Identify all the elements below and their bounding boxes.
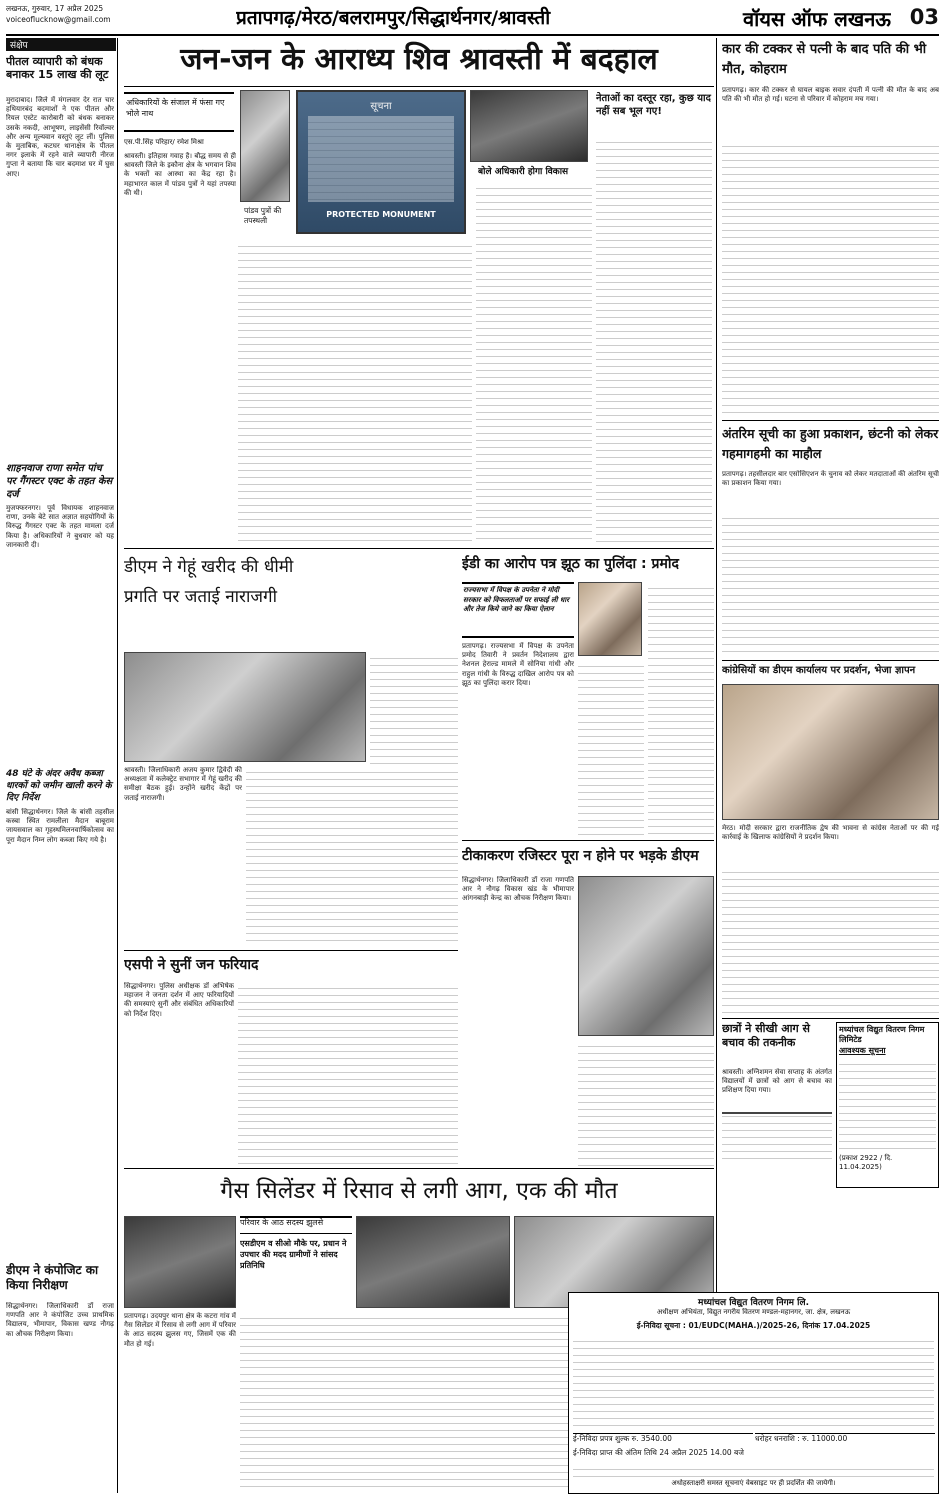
tender-text [573,1335,934,1429]
brief-headline: शाहनवाज राणा समेत पांच पर गैंगस्टर एक्ट के तहत केस दर्ज [6,463,113,500]
ad-box-notice [836,1022,939,1188]
tender-title: मध्यांचल विद्युत वितरण निगम लि. [697,1298,810,1307]
wheat-body-columns [246,766,458,946]
ed-headline: ईडी का आरोप पत्र झूठ का पुलिंदा : प्रमोद [462,556,679,572]
gas-photo-mid [356,1216,510,1308]
brief-headline: डीएम ने कंपोजिट का किया निरीक्षण [6,1263,99,1292]
gas-kicker: परिवार के आठ सदस्य झुलसे [240,1216,352,1234]
tender-fee-1: ई-निविदा प्रपत्र शुल्क रु. 3540.00 [573,1433,753,1445]
ad-subtitle: आवश्यक सूचना [839,1046,886,1055]
brief-body: मुजफ्फरनगर। पूर्व विधायक शाहनवाज राणा, उनके बेटे सात अज्ञात सहयोगियों के विरुद्ध गैंगस्टर एक्ट के तहत मामला दर्ज किया है। अधिकारियों ने बुधवार को यह जानकारी दी। [6,504,114,549]
lead-body-columns [476,182,592,544]
wheat-body-columns [370,652,458,764]
lead-body: श्रावस्ती। इतिहास गवाह है। बौद्ध समय से ही श्रावस्ती जिले के इकौना क्षेत्र के भगवान शिव के भक्तों का आस्था का केंद्र रहा है। महाभारत काल में पांडव पुत्रों ने यहां तपस्या की थी। [124,152,236,197]
lead-headline: जन-जन के आराध्य शिव श्रावस्ती में बदहाल [180,42,658,77]
brief-body: बांसी सिद्धार्थनगर। जिले के बांसी तहसील कस्बा स्थित रामलीला मैदान बाबूराम जायसवाल का गृहस्थमिलनवार्षिकोत्सव का पूरा मैदान निम्न लोग कब्जा किए गये है। [6,808,114,844]
right-headline-2: अंतरिम सूची का हुआ प्रकाशन, छंटनी को लेकर गहमागहमी का माहौल [722,426,939,461]
right-body-2: प्रतापगढ़। तहसीलदार बार एसोसिएशन के चुनाव को लेकर मतदाताओं की अंतरिम सूची का प्रकाशन किया गया। [722,470,939,488]
right-headline-1: कार की टक्कर से पत्नी के बाद पति की भी मौत, कोहराम [722,42,927,77]
gas-kicker-box [240,1216,352,1306]
sp-body-columns [238,982,458,1166]
lead-body-columns [596,136,712,544]
tika-inspection-photo [578,876,714,1036]
sign-caption: PROTECTED MONUMENT [326,210,436,219]
sign-title: सूचना [370,101,392,112]
right-body-2-columns [722,512,939,658]
ed-kicker-box [462,582,574,638]
right-headline-3: कांग्रेसियों का डीएम कार्यालय पर प्रदर्शन, भेजा ज्ञापन [722,665,916,676]
congress-protest-photo [722,684,939,820]
tika-body: सिद्धार्थनगर। जिलाधिकारी डॉ राजा गणपति आर ने नौगढ़ विकास खंड के भीमापार आंगनबाड़ी केन्द्र का औचक निरीक्षण किया। [462,876,574,903]
sidebar [6,38,118,1493]
sign-text [308,116,454,202]
lead-subhead: नेताओं का दस्तूर रहा, कुछ याद नहीं सब भूल गए! [596,93,711,117]
section-title: प्रतापगढ़/मेरठ/बलरामपुर/सिद्धार्थनगर/श्रावस्ती [236,7,551,29]
right-body-3: मेरठ। मोदी सरकार द्वारा राजनीतिक द्वेष की भावना से कांग्रेस नेताओं पर की गई कार्रवाई के खिलाफ कांग्रेसियों ने प्रदर्शन किया। [722,824,939,842]
email: voiceoflucknow@gmail.com [6,15,111,24]
sidebar-label: संक्षेप [6,38,116,51]
right-body-1: प्रतापगढ़। कार की टक्कर से घायल बाइक सवार दंपती में पत्नी की मौत के बाद अब पति की भी मौत हो गई। घटना से परिवार में कोहराम मच गया। [722,86,939,104]
sp-body: सिद्धार्थनगर। पुलिस अधीक्षक डॉ अभिषेक महाजन ने जनता दर्शन में आए फरियादियों की समस्याएं सुनीं और संबंधित अधिकारियों को निर्देश दिए। [124,982,234,1018]
right-body-1-columns [722,140,939,416]
temple-photo [470,90,588,162]
gas-kicker-2: एसडीएम व सीओ मौके पर, प्रधान ने उपचार की मदद ग्रामीणों ने सांसद प्रतिनिधि [240,1239,347,1270]
ed-body: प्रतापगढ़। राज्यसभा में विपक्ष के उपनेता प्रमोद तिवारी ने प्रवर्तन निदेशालय द्वारा नेशनल हेराल्ड मामले में सोनिया गांधी और राहुल गांधी के विरुद्ध दाखिल आरोप पत्र को झूठ का पुलिंदा करार दिया। [462,642,574,687]
tika-body-columns [578,1040,714,1166]
ed-body-columns [578,660,644,836]
brief-body: सिद्धार्थनगर। जिलाधिकारी डॉ राजा गणपति आर ने कंपोजिट उच्च प्राथमिक विद्यालय, भीमापार, विकास खण्ड नौगढ़ का औचक निरीक्षण किया। [6,1302,114,1338]
ad-text [839,1058,936,1154]
page-number: 03 [909,5,939,29]
brief-headline: 48 घंटे के अंदर अवैध कब्जा धारकों को जमीन खाली करने के दिए निर्देश [6,769,112,803]
right-body-4: श्रावस्ती। अग्निशमन सेवा सप्ताह के अंतर्गत विद्यालयों में छात्रों को आग से बचाव का प्रशिक्षण दिया गया। [722,1068,832,1095]
pramod-tiwari-photo [578,582,642,656]
wheat-headline: डीएम ने गेहूं खरीद की धीमी प्रगति पर जताई नाराजगी [124,557,294,607]
lead-body-columns [238,240,472,544]
lead-byline: एस.पी.सिंह परिहार/ रमेश मिश्रा [124,138,204,146]
right-body-3-columns [722,866,939,1016]
lead-kicker: अधिकारियों के संजाल में फंसा गए भोले नाथ [126,98,225,118]
protected-monument-photo [296,90,466,234]
gas-headline: गैस सिलेंडर में रिसाव से लगी आग, एक की मौत [220,1178,618,1204]
tender-deadline: ई-निविदा प्राप्त की अंतिम तिथि 24 अप्रैल 2025 14.00 बजे [573,1448,744,1457]
tender-notice: ई-निविदा सूचना : 01/EUDC(MAHA.)/2025-26, दिनांक 17.04.2025 [636,1321,871,1330]
tender-text-2 [573,1463,934,1477]
right-body-4-columns [722,1110,832,1162]
ed-body-columns [648,582,714,836]
ad-box-tender [568,1292,939,1494]
ad-footer: (प्रकाश 2922 / दि. 11.04.2025) [839,1154,893,1171]
brief-headline: पीतल व्यापारी को बंधक बनाकर 15 लाख की लूट [6,55,109,81]
date-line: लखनऊ, गुरुवार, 17 अप्रैल 2025 [6,4,104,13]
lead-kicker-box [124,92,234,132]
tender-subtitle: अधीक्षण अभियंता, विद्युत नगरीय वितरण मण्डल-महानगर, जा. क्षेत्र, लखनऊ [656,1308,851,1316]
fire-training-photo [722,1112,832,1114]
sp-headline: एसपी ने सुनीं जन फरियाद [124,957,259,973]
right-headline-4: छात्रों ने सीखी आग से बचाव की तकनीक [722,1022,810,1049]
ed-kicker: राज्यसभा में विपक्ष के उपनेता ने मोदी सरकार को विफलताओं पर सफाई ली धार और तेज किये जाने का किया ऐलान [463,586,570,613]
gas-body: प्रतापगढ़। उदयपुर थाना क्षेत्र के कटरा गांव में गैस सिलेंडर में रिसाव से लगी आग में परिवार के आठ सदस्य झुलस गए, जिसमें एक की मौत हो गई। [124,1312,236,1348]
wheat-meeting-photo [124,652,366,762]
wheat-body: श्रावस्ती। जिलाधिकारी अजय कुमार द्विवेदी की अध्यक्षता में कलेक्ट्रेट सभागार में गेहूं खरीद की समीक्षा बैठक हुई। उन्होंने खरीद केंद्रों पर जताई नाराजगी। [124,766,242,802]
ad-title: मध्यांचल विद्युत वितरण निगम लिमिटेड [839,1025,925,1044]
tika-headline: टीकाकरण रजिस्टर पूरा न होने पर भड़के डीएम [462,848,699,864]
tender-footer: अधोहस्ताक्षरी समस्त सूचनाएं वेबसाइट पर ही प्रदर्शित की जायेगी। [671,1479,836,1487]
paper-name: वॉयस ऑफ लखनऊ [743,7,891,31]
lead-subhead: बोले अधिकारी होगा विकास [478,167,569,177]
brief-body: मुरादाबाद। जिले में मंगलवार देर रात चार हथियारबंद बदमाशों ने एक पीतल और रियल एस्टेट कारोबारी को बंधक बनाकर उसके नकदी, आभूषण, लाइसेंसी रिवॉल्वर और अन्य मूल्यवान वस्तुएं लूट लीं। पुलिस के मुताबिक, कटघर थानाक्षेत्र के पीतल नगर इलाके में रहने वाले व्यापारी नीरज गुप्ता ने बताया कि चार बदमाश घर में घुस आए। [6,96,114,178]
gas-photo-left [124,1216,236,1308]
tender-fee-2: धरोहर धनराशि : रु. 11000.00 [755,1433,935,1445]
shivling-photo [240,90,290,202]
lead-side-tag: पांडव पुत्रों की तपस्थली [244,206,282,225]
masthead [6,4,939,34]
